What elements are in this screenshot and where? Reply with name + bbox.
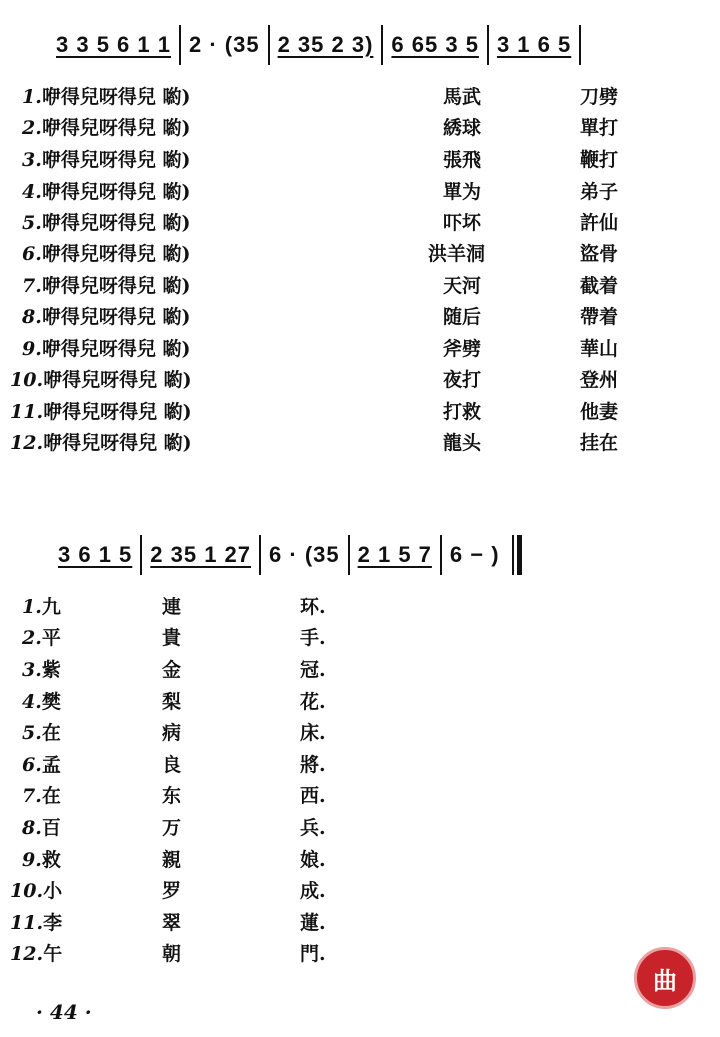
bar-line [268,25,270,65]
verse-word-b: 鞭打 [580,149,619,171]
bar-line [259,535,261,575]
notation-measure: 3 3 5 6 1 1 [56,32,171,57]
page-number: · 44 · [36,1000,92,1024]
verse-number: 9. [22,338,42,360]
verse-word-b: 梨 [162,691,182,713]
verse-number: 3. [22,149,42,171]
verse-word-b: 單打 [580,117,619,139]
notation-measure: 6 · (35 [269,542,340,567]
notation-line-1 [50,25,583,65]
verse-row [22,655,61,682]
verse-number: 2. [22,117,42,139]
verse-word-b: 他妻 [580,401,619,423]
verse-row [10,365,192,392]
bar-line [348,535,350,575]
verse-word-a: 救 [41,849,61,871]
verse-word-b: 病 [162,722,182,744]
verse-word-b: 盜骨 [580,243,619,265]
verse-word-a: 綉球 [443,117,482,139]
verse-word-a: 張飛 [443,149,482,171]
verse-number: 5. [22,722,42,744]
verse-number: 5. [22,212,42,234]
verse-word-b: 刀劈 [580,86,619,108]
verse-number: 3. [22,659,42,681]
verse-lead: 咿得兒呀得兒 喲) [41,275,191,297]
verse-word-c: 冠. [300,659,326,681]
verse-lead: 咿得兒呀得兒 喲) [41,243,191,265]
verse-word-b: 帶着 [580,306,619,328]
verse-word-a: 斧劈 [443,338,482,360]
seal-stamp [634,947,696,1009]
verse-word-b: 親 [162,849,182,871]
verse-number: 2. [22,627,42,649]
bar-line [579,25,581,65]
verse-word-a: 樊 [41,691,61,713]
verse-word-c: 手. [300,627,326,649]
verse-number: 4. [22,691,42,713]
verse-row [10,397,192,424]
verse-lead: 咿得兒呀得兒 喲) [41,212,191,234]
verse-word-a: 百 [41,817,61,839]
verse-word-b: 華山 [580,338,619,360]
verse-word-b: 挂在 [580,432,619,454]
notation-measure: 2 35 2 3) [277,32,374,57]
verse-number: 4. [22,181,42,203]
verse-word-b: 朝 [162,943,182,965]
verse-word-a: 在 [41,722,61,744]
bar-line [381,25,383,65]
notation-measure: 6 65 3 5 [391,32,479,57]
verse-number: 6. [22,754,42,776]
verse-word-c: 成. [300,880,326,902]
verse-word-a: 龍头 [443,432,482,454]
verse-word-b: 良 [162,754,182,776]
verse-number: 8. [22,306,42,328]
verse-lead: 咿得兒呀得兒 喲) [43,432,192,454]
verse-word-b: 罗 [162,880,182,902]
verse-number: 12. [10,432,44,454]
verse-word-b: 連 [162,596,182,618]
verse-row [22,113,190,140]
verse-row [22,334,190,361]
verse-number: 11. [10,401,44,423]
verse-word-c: 門. [300,943,326,965]
verse-row [22,718,61,745]
verse-word-a: 孟 [41,754,61,776]
notation-measure: 6 − ) [449,542,500,567]
verse-word-b: 弟子 [580,181,619,203]
verse-number: 8. [22,817,42,839]
verse-row [22,271,190,298]
verse-row [22,145,190,172]
bar-line [140,535,142,575]
verse-word-a: 夜打 [443,369,482,391]
verse-word-a: 天河 [443,275,482,297]
verse-word-b: 貴 [162,627,182,649]
verse-word-a: 洪羊洞 [428,243,486,265]
verse-number: 11. [10,912,44,934]
verse-row [22,845,61,872]
notation-measure: 3 6 1 5 [58,542,133,567]
verse-word-a: 馬武 [443,86,482,108]
verse-lead: 咿得兒呀得兒 喲) [43,401,192,423]
verse-word-a: 李 [43,912,63,934]
verse-number: 6. [22,243,42,265]
bar-line [440,535,442,575]
verse-word-a: 單为 [443,181,482,203]
verse-word-b: 截着 [580,275,619,297]
verse-word-b: 翠 [162,912,182,934]
verse-word-c: 蓮. [300,912,326,934]
verse-row [22,82,190,109]
verse-row [22,781,61,808]
verse-number: 1. [22,596,42,618]
notation-measure: 2 35 1 27 [150,542,252,567]
verse-row [22,208,190,235]
verse-word-a: 吓坏 [443,212,482,234]
verse-row [10,939,62,966]
verse-word-c: 床. [300,722,326,744]
verse-row [22,239,190,266]
verse-word-c: 花. [300,691,326,713]
seal-glyph: 曲 [653,966,677,995]
notation-measure: 2 1 5 7 [357,542,432,567]
verse-word-a: 打救 [443,401,482,423]
verse-row [22,592,61,619]
verse-lead: 咿得兒呀得兒 喲) [41,86,191,108]
verse-lead: 咿得兒呀得兒 喲) [41,181,191,203]
verse-row [22,623,61,650]
verse-lead: 咿得兒呀得兒 喲) [41,338,191,360]
verse-row [10,876,62,903]
verse-word-c: 將. [300,754,326,776]
verse-word-a: 在 [41,785,61,807]
verse-row [22,750,61,777]
verse-row [22,302,190,329]
notation-measure: 2 · (35 [188,32,260,57]
verse-number: 7. [22,785,42,807]
verse-lead: 咿得兒呀得兒 喲) [41,149,191,171]
verse-row [22,177,190,204]
notation-line-2 [52,535,522,575]
verse-row [22,687,61,714]
verse-number: 12. [10,943,44,965]
final-barline [512,535,522,575]
verse-lead: 咿得兒呀得兒 喲) [41,306,191,328]
verse-word-b: 登州 [580,369,619,391]
verse-word-a: 午 [43,943,63,965]
verse-word-a: 紫 [41,659,61,681]
verse-number: 10. [10,880,44,902]
verse-word-b: 万 [162,817,182,839]
verse-number: 9. [22,849,42,871]
notation-measure: 3 1 6 5 [496,32,572,57]
bar-line [487,25,489,65]
verse-row [10,428,192,455]
verse-word-a: 九 [41,596,61,618]
verse-row [10,908,62,935]
bar-line [179,25,181,65]
verse-number: 10. [10,369,44,391]
verse-number: 1. [22,86,42,108]
verse-word-b: 东 [162,785,182,807]
verse-word-c: 西. [300,785,326,807]
verse-word-c: 兵. [300,817,326,839]
verse-word-b: 許仙 [580,212,619,234]
verse-word-a: 随后 [443,306,482,328]
verse-word-c: 娘. [300,849,326,871]
verse-number: 7. [22,275,42,297]
verse-word-b: 金 [162,659,182,681]
verse-row [22,813,61,840]
verse-lead: 咿得兒呀得兒 喲) [41,117,191,139]
verse-lead: 咿得兒呀得兒 喲) [43,369,192,391]
verse-word-a: 平 [41,627,61,649]
verse-word-a: 小 [43,880,63,902]
verse-word-c: 环. [300,596,326,618]
